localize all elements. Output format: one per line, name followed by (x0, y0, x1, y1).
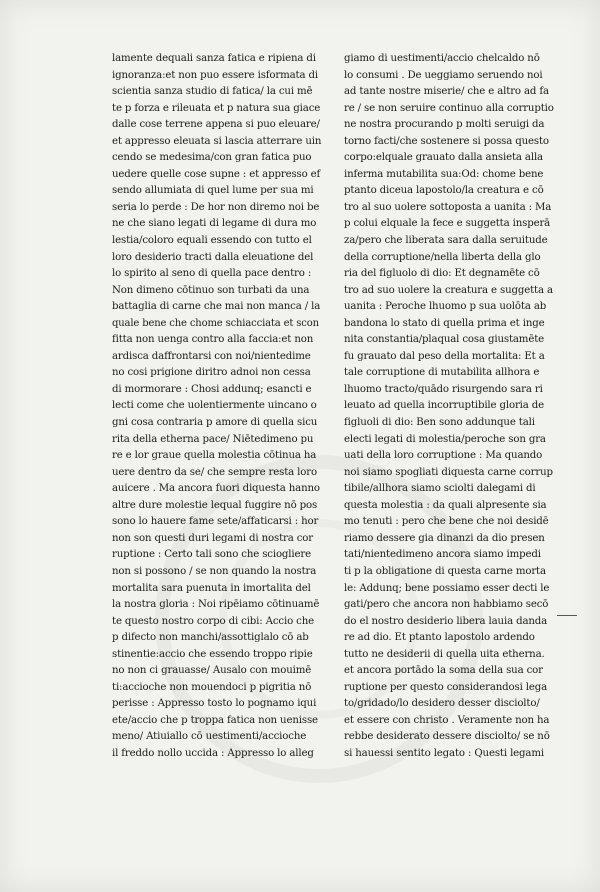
text-line: si hauessi sentito legato : Questi legami (344, 747, 544, 759)
text-line: re ad dio. Et ptanto lapostolo ardendo (344, 632, 535, 644)
text-line: et ancora portādo la soma della sua cor (344, 665, 543, 677)
text-line: Non dimeno cōtinuo son turbati da una (112, 284, 310, 296)
text-line: electi legati di molestia/peroche son gra (344, 433, 546, 445)
text-line: non son questi duri legami di nostra cor (112, 532, 313, 544)
text-line: lo consumi . De ueggiamo seruendo noi (344, 69, 543, 81)
text-line: ne nostra procurando p molti seruigi da (344, 119, 545, 131)
text-line: figluoli di dio: Ben sono addunque tali (344, 417, 535, 429)
text-line: tutto ne desiderii di quella uita etherna. (344, 648, 545, 660)
text-line: quale bene che chome schiacciata et scon (112, 317, 319, 329)
right-text-column (344, 51, 556, 763)
text-line: bandona lo stato di quella prima et inge (344, 317, 545, 329)
text-line: lo spirito al seno di quella pace dentro : (112, 268, 312, 280)
text-line: ruptione : Certo tali sono che sciogliere (112, 549, 311, 561)
text-line: uedere quelle cose supne : et appresso ef (112, 168, 321, 180)
text-line: ptanto diceua lapostolo/la creatura e cō (344, 185, 544, 197)
text-line: ti:accioche non mouendoci p pigritia nō (112, 681, 312, 693)
text-line: za/pero che liberata sara dalla seruitude (344, 235, 548, 247)
text-line: non si possono / se non quando la nostra (112, 565, 317, 577)
text-line: ardisca daffrontarsi con noi/nientedime (112, 350, 311, 362)
text-line: lhuomo tracto/quādo risurgendo sara ri (344, 383, 543, 395)
text-line: gati/pero che ancora non habbiamo secō (344, 599, 549, 611)
text-line: ria del figluolo di dio: Et degnamēte cō (344, 268, 540, 280)
text-line: loro desiderio tracti dalla eleuatione del (112, 251, 314, 263)
text-line: meno/ Atiuiallo cō uestimenti/accioche (112, 731, 307, 743)
text-line: le: Addunq; bene possiamo esser decti le (344, 582, 550, 594)
text-line: sono lo hauere fame sete/affaticarsi : hor (112, 516, 319, 528)
text-line: cendo se medesima/con gran fatica puo (112, 152, 312, 164)
text-line: p difecto non manchi/assottiglalo cō ab (112, 632, 309, 644)
text-line: ti p la obligatione di questa carne morta (344, 565, 546, 577)
text-line: nita constantia/plaqual cosa giustamēte (344, 334, 545, 346)
text-line: questa molestia : da quali alpresente sia (344, 499, 547, 511)
text-line: inferma mutabilita sua:Od: chome bene (344, 168, 544, 180)
text-line: noi siamo spogliati diquesta carne corrup (344, 466, 553, 478)
text-line: il freddo nollo uccida : Appresso lo alleg (112, 747, 314, 759)
text-line: di mormorare : Chosi addunq; esancti e (112, 383, 312, 395)
text-line: fitta non uenga contro alla faccia:et non (112, 334, 314, 346)
text-line: et appresso eleuata si lascia atterrare uin (112, 135, 322, 147)
text-line: gni cosa contraria p amore di quella sicu (112, 417, 318, 429)
text-line: della corruptione/nella liberta della glo (344, 251, 541, 263)
text-line: tale corruptione di mutabilita allhora e (344, 367, 540, 379)
text-line: lestia/coloro equali essendo con tutto el (112, 235, 312, 247)
text-line: tati/nientedimeno ancora siamo impedi (344, 549, 541, 561)
text-line: lamente dequali sanza fatica e ripiena di (112, 53, 316, 64)
text-line: no cosi prigione diritro adnoi non cessa (112, 367, 311, 379)
text-line: te questo nostro corpo di cibi: Accio che (112, 615, 315, 627)
text-line: to/gridado/lo desidero desser disciolto/ (344, 698, 540, 710)
text-line: tro ad suo uolere la creatura e suggetta a (344, 284, 553, 296)
text-line: mortalita sara puenuta in imortalita del (112, 582, 311, 594)
text-line: scientia sanza studio di fatica/ la cui mē (112, 86, 313, 98)
text-line: rita della etherna pace/ Niētedimeno pu (112, 433, 314, 445)
text-line: et essere con christo . Veramente non ha (344, 714, 550, 726)
text-line: tibile/allhora siamo sciolti dalegami di (344, 483, 536, 495)
text-line: stinentie:accio che essendo troppo ripie (112, 648, 313, 660)
text-line: tro al suo uolere sottoposta a uanita : Ma (344, 201, 552, 213)
text-line: leuato ad quella incorruptibile gloria de (344, 400, 545, 412)
text-line: torno facti/che sostenere si possa questo (344, 135, 549, 147)
text-line: rebbe desiderato dessere disciolto/ se nō (344, 731, 550, 743)
text-line: ne che siano legati di legame di dura mo (112, 218, 317, 230)
text-line: re / se non seruire continuo alla corruptio (344, 102, 554, 114)
text-line: mo tenuti : pero che bene che noi desidē (344, 516, 549, 528)
text-line: te p forza e rileuata et p natura sua giace (112, 102, 321, 114)
text-line: auicere . Ma ancora fuori diquesta hanno (112, 483, 320, 495)
text-line: ad tante nostre miserie/ che e altro ad fa (344, 86, 549, 98)
text-line: uati della loro corruptione : Ma quando (344, 450, 543, 462)
text-line: no non ci grauasse/ Ausalo con mouimē (112, 665, 312, 677)
left-text-column (112, 51, 322, 763)
text-line: ete/accio che p troppa fatica non uenisse (112, 714, 318, 726)
text-line: uere dentro da se/ che sempre resta loro (112, 466, 317, 478)
text-line: battaglia di carne che mai non manca / la (112, 301, 321, 313)
text-line: perisse : Appresso tosto lo pognamo iqui (112, 698, 317, 710)
text-line: uanita : Peroche lhuomo p sua uolōta ab (344, 301, 547, 313)
text-line: ignoranza:et non puo essere isformata di (112, 69, 318, 81)
text-line: dalle cose terrene appena si puo eleuare/ (112, 119, 320, 131)
text-line: ruptione per questo considerandosi lega (344, 681, 548, 693)
text-line: riamo dessere gia dinanzi da dio presen (344, 532, 545, 544)
margin-dash-mark (557, 615, 577, 616)
text-line: seria lo perde : De hor non diremo noi be (112, 201, 320, 213)
text-line: altre dure molestie lequal fuggire nō pos (112, 499, 318, 511)
text-line: do el nostro desiderio libera lauia danda (344, 615, 548, 627)
text-line: fu grauato dal peso della mortalita: Et a (344, 350, 545, 362)
text-line: corpo:elquale grauato dalla ansieta alla (344, 152, 543, 164)
text-line: lecti come che uolentiermente uincano o (112, 400, 317, 412)
text-line: giamo di uestimenti/accio chelcaldo nō (344, 53, 540, 64)
text-line: p colui elquale la fece e suggetta insperā (344, 218, 551, 230)
text-line: la nostra gloria : Noi ripēiamo cōtinuamē (112, 599, 320, 611)
text-line: re e lor graue quella molestia cōtinua ha (112, 450, 317, 462)
text-line: sendo allumiata di quel lume per sua mi (112, 185, 314, 197)
